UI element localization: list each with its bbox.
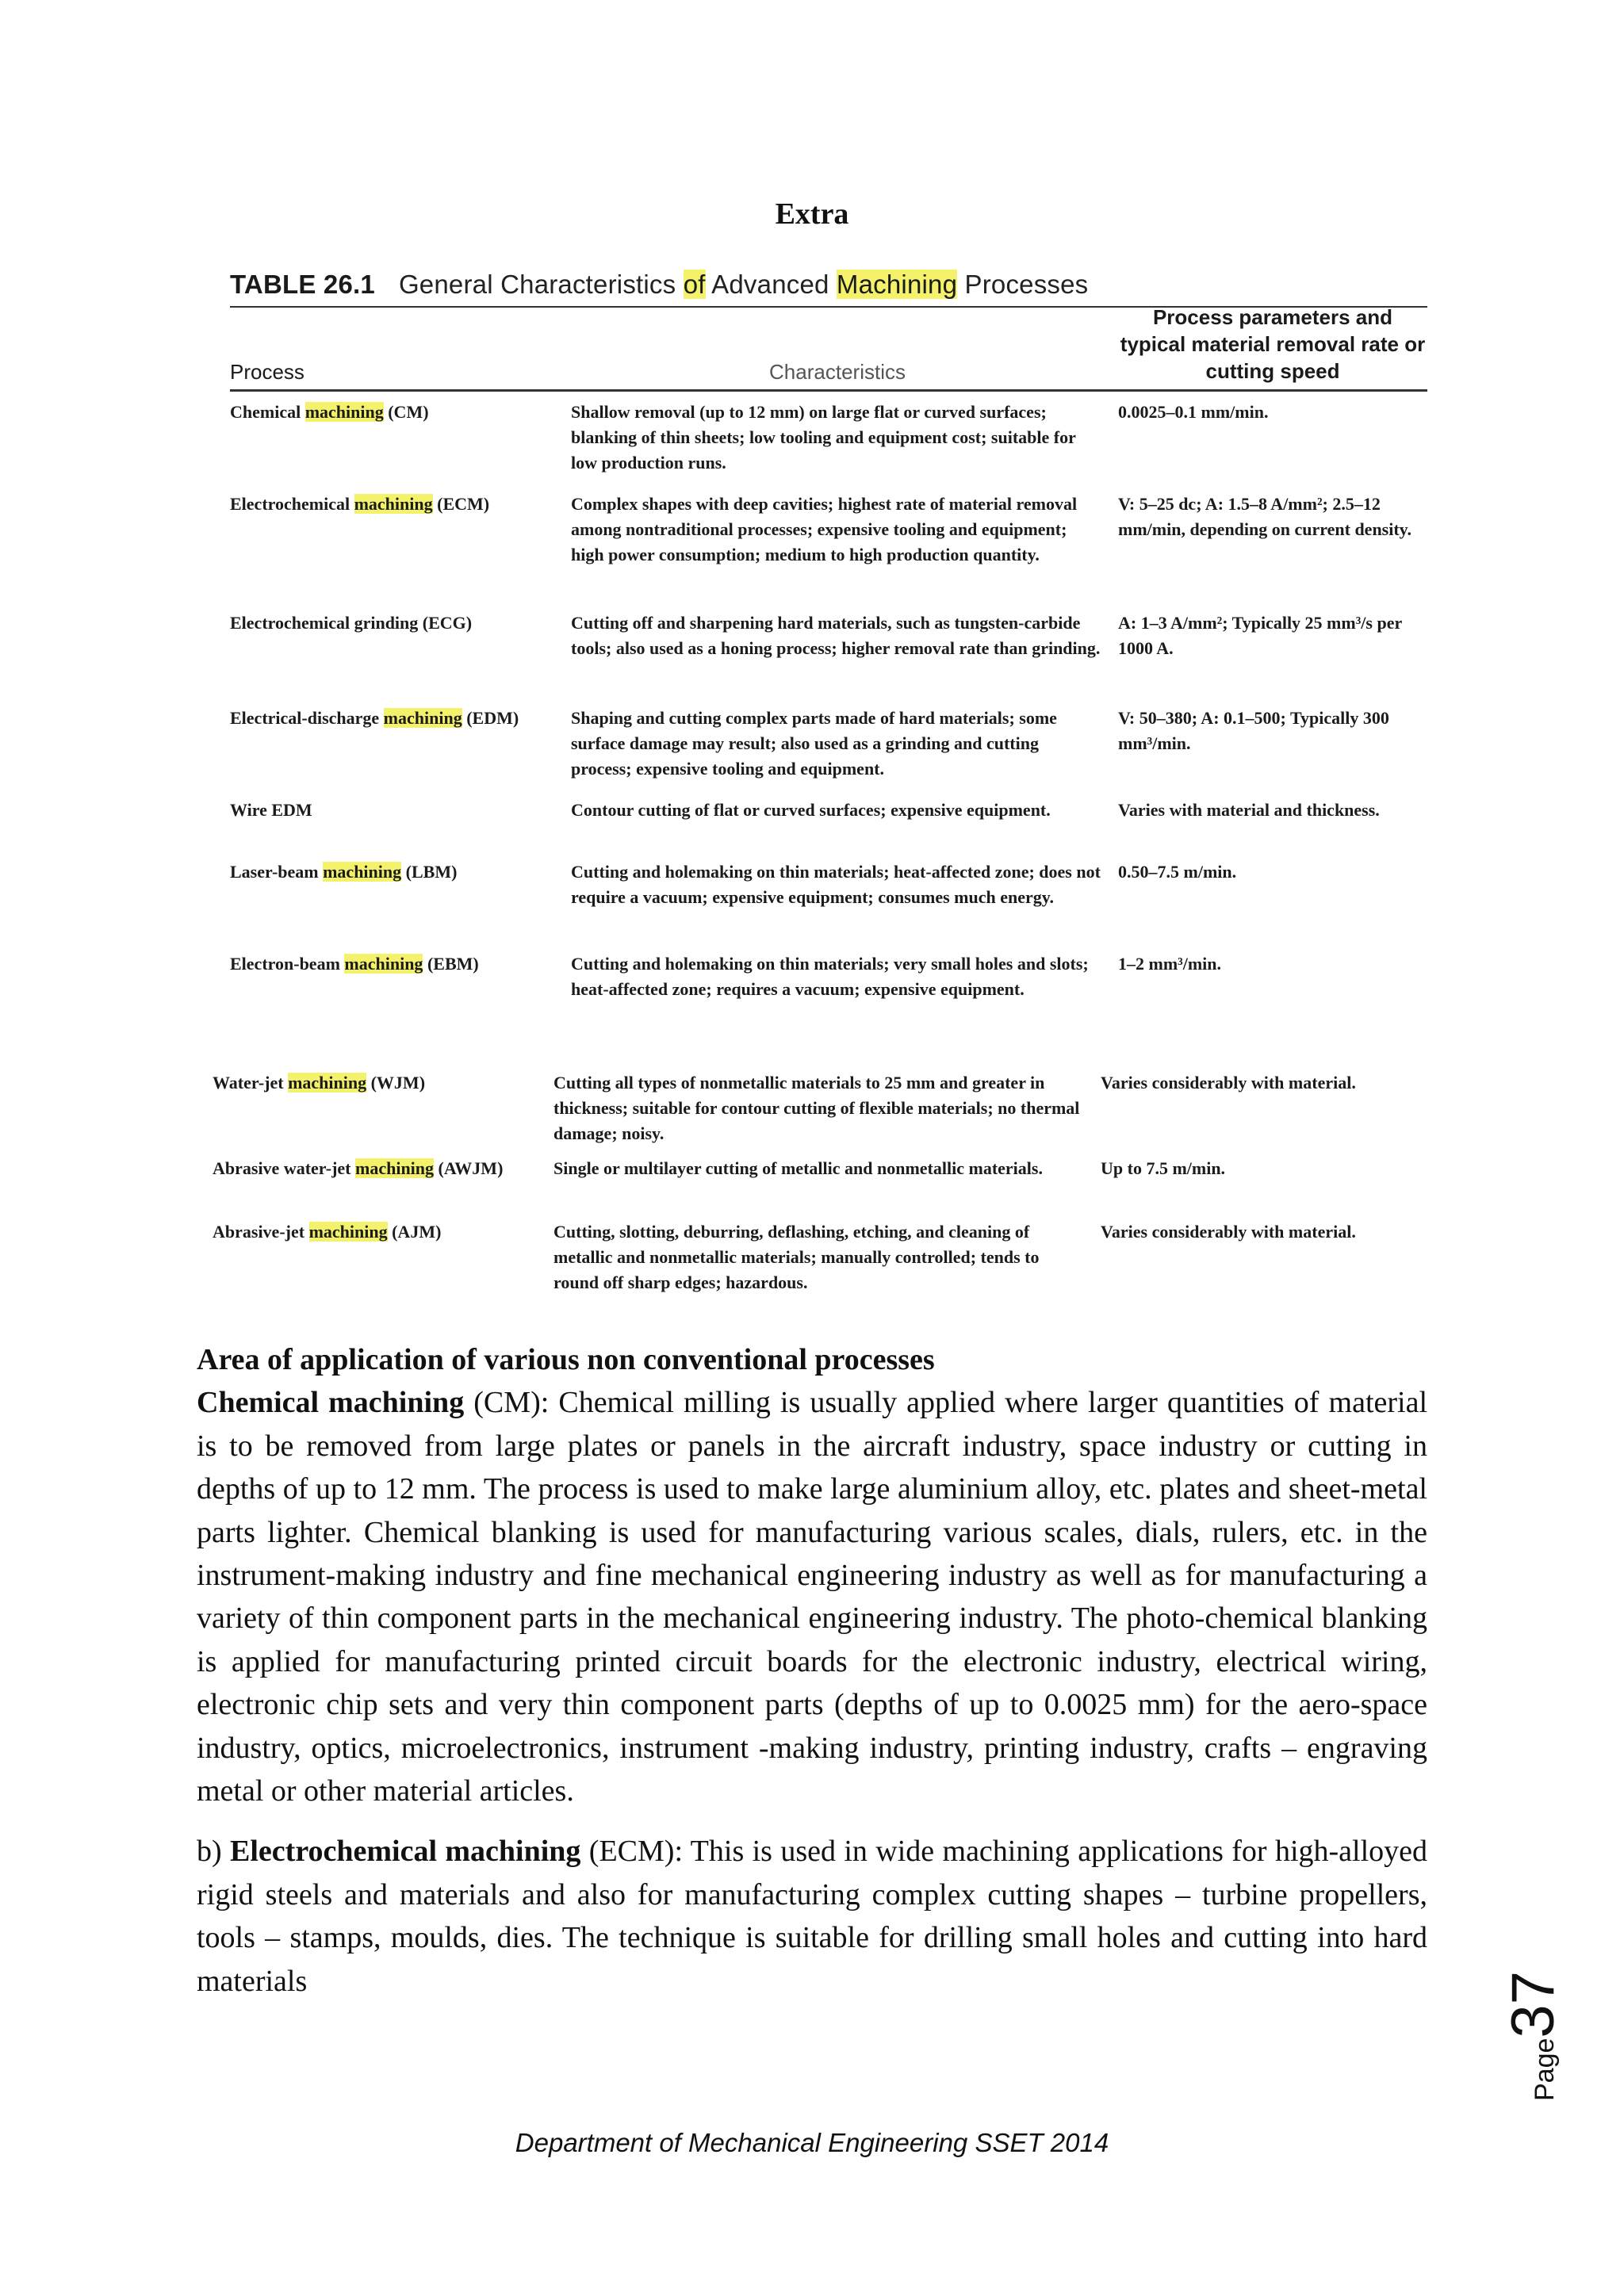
paragraph-text: (ECM): This is used in wide machining applications for high-alloyed rigid steels and materials and also for manufacturing complex cutting shapes – turbine propellers, tools – stamps, moulds, dies. The technique is suitable for drilling small holes and cutting into hard materials bbox=[197, 1835, 1428, 1998]
table-cell-process: Electrical-discharge machining (EDM) bbox=[230, 708, 519, 728]
table-cell-process: Electrochemical grinding (ECG) bbox=[230, 613, 473, 633]
table-title-machining: Machining bbox=[836, 270, 958, 299]
list-marker: b) bbox=[197, 1835, 231, 1869]
table-cell-parameters: 1–2 mm³/min. bbox=[1118, 954, 1222, 974]
table-cell-process: Laser-beam machining (LBM) bbox=[230, 862, 458, 882]
table-row bbox=[230, 492, 1427, 610]
paragraph-electrochemical-machining bbox=[197, 1830, 1427, 2003]
table-body bbox=[213, 392, 1427, 1292]
table-cell-parameters: Varies with material and thickness. bbox=[1118, 800, 1380, 820]
table-number: TABLE 26.1 bbox=[230, 270, 375, 299]
column-header-parameters: Process parameters and typical material removal rate or cutting speed bbox=[1120, 305, 1426, 383]
table-cell-parameters: Varies considerably with material. bbox=[1101, 1222, 1356, 1242]
column-header-characteristics: Characteristics bbox=[769, 360, 906, 384]
table-row bbox=[213, 1219, 1427, 1291]
table-row bbox=[230, 951, 1427, 1070]
application-section bbox=[197, 1338, 1427, 2003]
table-cell-characteristics: Cutting, slotting, deburring, deflashing, etching, and cleaning of metallic and nonmetallic materials; manually controlled; tends to round off sharp edges; hazardous. bbox=[553, 1222, 1040, 1292]
table-cell-process: Abrasive water-jet machining (AWJM) bbox=[213, 1158, 504, 1178]
page-heading-extra: Extra bbox=[775, 197, 849, 231]
table-cell-characteristics: Contour cutting of flat or curved surfaces; expensive equipment. bbox=[571, 800, 1051, 820]
section-heading: Area of application of various non conventional processes bbox=[197, 1343, 935, 1376]
table-cell-parameters: 0.0025–0.1 mm/min. bbox=[1118, 402, 1269, 422]
table-row bbox=[213, 1156, 1427, 1219]
term-electrochemical-machining: Electrochemical machining bbox=[230, 1835, 581, 1869]
table-cell-characteristics: Shaping and cutting complex parts made of hard materials; some surface damage may result; also used as a grinding and cutting process; expensive tooling and equipment. bbox=[571, 708, 1057, 779]
table-cell-process: Water-jet machining (WJM) bbox=[213, 1073, 426, 1093]
term-chemical-machining: Chemical machining bbox=[197, 1386, 465, 1420]
table-cell-parameters: V: 50–380; A: 0.1–500; Typically 300 mm³/min. bbox=[1118, 708, 1389, 753]
table-cell-parameters: Up to 7.5 m/min. bbox=[1101, 1158, 1226, 1178]
page-footer: Department of Mechanical Engineering SSET 2014 bbox=[515, 2128, 1109, 2157]
table-title-part: General Characteristics bbox=[398, 270, 684, 299]
table-title-part: Advanced bbox=[705, 270, 837, 299]
table-cell-parameters: A: 1–3 A/mm²; Typically 25 mm³/s per 1000 A. bbox=[1118, 613, 1402, 658]
table-cell-characteristics: Cutting all types of nonmetallic materials to 25 mm and greater in thickness; suitable for contour cutting of flexible materials; no thermal damage; noisy. bbox=[553, 1073, 1080, 1143]
table-row bbox=[213, 1070, 1427, 1156]
table-26-1 bbox=[213, 270, 1427, 1292]
table-row bbox=[230, 392, 1427, 492]
table-cell-process: Wire EDM bbox=[230, 800, 312, 820]
table-title-of: of bbox=[683, 270, 706, 299]
table-cell-parameters: V: 5–25 dc; A: 1.5–8 A/mm²; 2.5–12 mm/min, depending on current density. bbox=[1118, 494, 1411, 539]
page-label: Page bbox=[1530, 2038, 1560, 2101]
table-cell-process: Electron-beam machining (EBM) bbox=[230, 954, 479, 974]
table-cell-parameters: Varies considerably with material. bbox=[1101, 1073, 1356, 1093]
paragraph-chemical-machining bbox=[197, 1381, 1427, 1812]
table-cell-characteristics: Cutting off and sharpening hard materials, such as tungsten-carbide tools; also used as a honing process; higher removal rate than grinding. bbox=[571, 613, 1101, 658]
table-header-row bbox=[230, 305, 1427, 392]
table-title-part: Processes bbox=[957, 270, 1089, 299]
table-cell-process: Abrasive-jet machining (AJM) bbox=[213, 1222, 442, 1242]
table-cell-characteristics: Single or multilayer cutting of metallic and nonmetallic materials. bbox=[553, 1158, 1043, 1178]
page-number bbox=[1491, 1966, 1618, 2125]
table-cell-process: Chemical machining (CM) bbox=[230, 402, 429, 422]
column-header-process: Process bbox=[230, 360, 304, 384]
table-cell-parameters: 0.50–7.5 m/min. bbox=[1118, 862, 1237, 882]
table-row bbox=[230, 798, 1427, 859]
table-cell-characteristics: Cutting and holemaking on thin materials; very small holes and slots; heat-affected zone; requires a vacuum; expensive equipment. bbox=[571, 954, 1089, 999]
table-row bbox=[230, 610, 1427, 706]
table-cell-characteristics: Cutting and holemaking on thin materials; heat-affected zone; does not require a vacuum; expensive equipment; consumes much energy. bbox=[571, 862, 1101, 907]
paragraph-text: (CM): Chemical milling is usually applied where larger quantities of material is to be removed from large plates or panels in the aircraft industry, space industry or cutting in depths of up to 12 mm. The process is used to make large aluminium alloy, etc. plates and sheet-metal parts lighter. Chemical blanking is used for manufacturing various scales, dials, rulers, etc. in the instrument-making industry and fine mechanical engineering industry as well as for manufacturing a variety of thin component parts in the mechanical engineering industry. The photo-chemical blanking is applied for manufacturing printed circuit boards for the electronic industry, electrical wiring, electronic chip sets and very thin component parts (depths of up to 0.0025 mm) for the aero-space industry, optics, microelectronics, instrument -making industry, printing industry, crafts – engraving metal or other material articles. bbox=[197, 1386, 1428, 1808]
table-row bbox=[230, 706, 1427, 798]
table-cell-characteristics: Complex shapes with deep cavities; highest rate of material removal among nontraditional processes; expensive tooling and equipment; high power consumption; medium to high production quantity. bbox=[571, 494, 1078, 564]
table-cell-process: Electrochemical machining (ECM) bbox=[230, 494, 490, 514]
table-title bbox=[230, 270, 1427, 308]
page-number-value: 37 bbox=[1500, 1971, 1567, 2038]
table-row bbox=[230, 859, 1427, 951]
table-cell-characteristics: Shallow removal (up to 12 mm) on large flat or curved surfaces; blanking of thin sheets; low tooling and equipment cost; suitable for low production runs. bbox=[571, 402, 1076, 473]
